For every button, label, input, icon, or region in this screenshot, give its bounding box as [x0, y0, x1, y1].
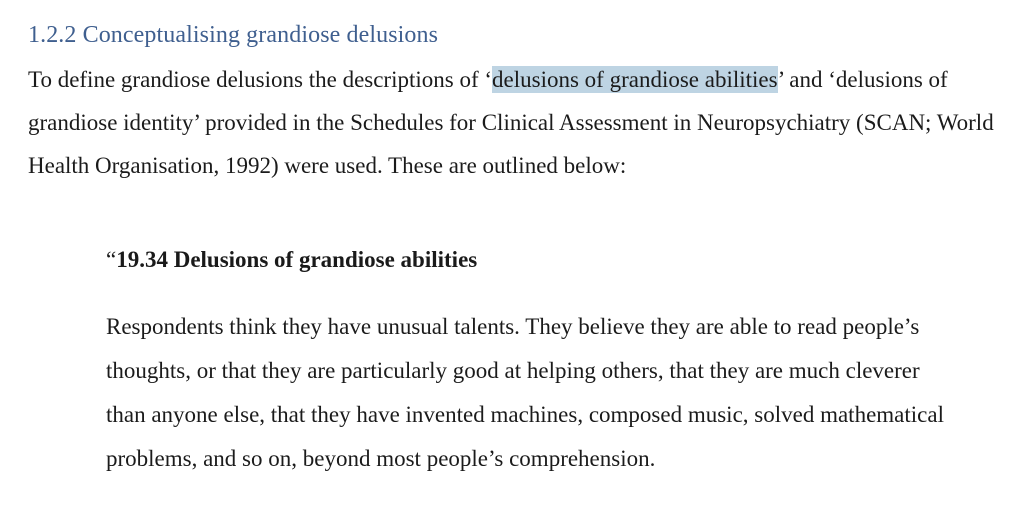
quote-heading [106, 243, 960, 277]
intro-paragraph [28, 58, 994, 187]
paragraph-text-after-highlight: ’ and ‘delusions of grandiose identity’ provided in the Schedules for Clinical Assessment in Neuropsychiatry (SCAN; World Health Organisation, 1992) were used. These are outlined below: [28, 67, 994, 178]
section-heading: 1.2.2 Conceptualising grandiose delusions [28, 22, 439, 48]
quoted-definition-block [28, 243, 994, 481]
quote-body-text: Respondents think they have unusual talents. They believe they are able to read people’s thoughts, or that they are particularly good at helping others, that they are much cleverer than anyone else, that they have invented machines, composed music, solved mathematical problems, and so on, beyond most people’s comprehension. [106, 314, 944, 471]
open-quote-mark: “ [106, 247, 117, 272]
quote-heading-label: 19.34 Delusions of grandiose abilities [116, 247, 478, 272]
paragraph-text-before-highlight: To define grandiose delusions the descriptions of ‘ [28, 67, 493, 92]
highlighted-text[interactable]: delusions of grandiose abilities [492, 67, 778, 92]
